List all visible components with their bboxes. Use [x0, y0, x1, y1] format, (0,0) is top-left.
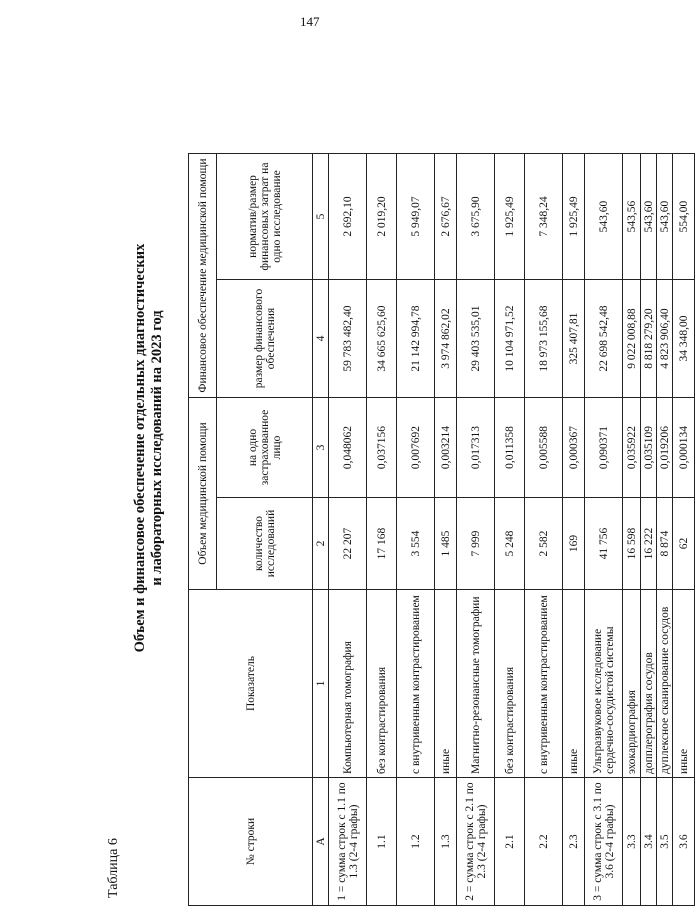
finance-cell: 325 407,81	[563, 280, 585, 398]
table-row	[397, 154, 435, 906]
norm-cell: 543,60	[585, 154, 623, 280]
count-cell: 8 874	[657, 498, 673, 590]
header-volume-group: Объем медицинской помощи	[189, 398, 217, 590]
row-number-cell: 2.2	[525, 778, 563, 906]
per-person-cell: 0,000367	[563, 398, 585, 498]
norm-cell: 7 348,24	[525, 154, 563, 280]
per-person-cell: 0,017313	[457, 398, 495, 498]
table-row	[525, 154, 563, 906]
row-number-cell: 3.4	[641, 778, 657, 906]
table-row	[457, 154, 495, 906]
row-number-cell: 2 = сумма строк с 2.1 по 2.3 (2-4 графы)	[457, 778, 495, 906]
table-row	[641, 154, 657, 906]
table-body	[329, 154, 695, 906]
indicator-cell: иные	[673, 590, 695, 778]
table-row	[563, 154, 585, 906]
finance-cell: 3 974 862,02	[435, 280, 457, 398]
row-number-cell: 3.5	[657, 778, 673, 906]
header-row-no: № строки	[189, 778, 313, 906]
norm-cell: 543,60	[641, 154, 657, 280]
per-person-cell: 0,090371	[585, 398, 623, 498]
per-person-cell: 0,037156	[367, 398, 397, 498]
indicator-cell: допплерография сосудов	[641, 590, 657, 778]
row-number-cell: 3.3	[623, 778, 641, 906]
norm-cell: 2 692,10	[329, 154, 367, 280]
col-number: А	[313, 778, 329, 906]
indicator-cell: иные	[563, 590, 585, 778]
count-cell: 169	[563, 498, 585, 590]
row-number-cell: 1.2	[397, 778, 435, 906]
finance-cell: 22 698 542,48	[585, 280, 623, 398]
count-cell: 5 248	[495, 498, 525, 590]
col-number: 1	[313, 590, 329, 778]
data-table	[188, 153, 695, 906]
norm-cell: 3 675,90	[457, 154, 495, 280]
count-cell: 17 168	[367, 498, 397, 590]
table-row	[435, 154, 457, 906]
col-number: 3	[313, 398, 329, 498]
count-cell: 7 999	[457, 498, 495, 590]
finance-cell: 34 665 625,60	[367, 280, 397, 398]
finance-cell: 59 783 482,40	[329, 280, 367, 398]
count-cell: 3 554	[397, 498, 435, 590]
page-number: 147	[300, 14, 320, 29]
header-finance: размер финансового обеспечения	[217, 280, 313, 398]
row-number-cell: 2.1	[495, 778, 525, 906]
indicator-cell: с внутривенным контрастированием	[525, 590, 563, 778]
norm-cell: 554,00	[673, 154, 695, 280]
indicator-cell: без контрастирования	[367, 590, 397, 778]
indicator-cell: дуплексное сканирование сосудов	[657, 590, 673, 778]
norm-cell: 5 949,07	[397, 154, 435, 280]
norm-cell: 2 019,20	[367, 154, 397, 280]
table-row	[623, 154, 641, 906]
per-person-cell: 0,011358	[495, 398, 525, 498]
norm-cell: 543,60	[657, 154, 673, 280]
rotated-page-content	[0, 38, 690, 918]
col-number: 4	[313, 280, 329, 398]
header-finance-group: Финансовое обеспечение медицинской помощи	[189, 154, 217, 398]
finance-cell: 9 022 008,88	[623, 280, 641, 398]
col-number: 5	[313, 154, 329, 280]
finance-cell: 10 104 971,52	[495, 280, 525, 398]
per-person-cell: 0,005588	[525, 398, 563, 498]
header-norm: норматив/размер финансовых затрат на одно исследование	[217, 154, 313, 280]
row-number-cell: 1.3	[435, 778, 457, 906]
count-cell: 62	[673, 498, 695, 590]
table-row	[585, 154, 623, 906]
count-cell: 16 598	[623, 498, 641, 590]
finance-cell: 18 973 155,68	[525, 280, 563, 398]
norm-cell: 1 925,49	[495, 154, 525, 280]
row-number-cell: 1 = сумма строк с 1.1 по 1.3 (2-4 графы)	[329, 778, 367, 906]
table-row	[329, 154, 367, 906]
per-person-cell: 0,035922	[623, 398, 641, 498]
col-number: 2	[313, 498, 329, 590]
count-cell: 41 756	[585, 498, 623, 590]
title-line-2: и лабораторных исследований на 2023 год	[149, 310, 165, 586]
per-person-cell: 0,048062	[329, 398, 367, 498]
row-number-cell: 1.1	[367, 778, 397, 906]
row-number-cell: 3 = сумма строк с 3.1 по 3.6 (2-4 графы)	[585, 778, 623, 906]
per-person-cell: 0,003214	[435, 398, 457, 498]
indicator-cell: Магнитно-резонансные томографии	[457, 590, 495, 778]
indicator-cell: иные	[435, 590, 457, 778]
title-line-1: Объем и финансовое обеспечение отдельных диагностических	[132, 243, 148, 653]
finance-cell: 21 142 994,78	[397, 280, 435, 398]
indicator-cell: с внутривенным контрастированием	[397, 590, 435, 778]
per-person-cell: 0,019206	[657, 398, 673, 498]
finance-cell: 34 348,00	[673, 280, 695, 398]
indicator-cell: без контрастирования	[495, 590, 525, 778]
row-number-cell: 3.6	[673, 778, 695, 906]
table-title	[132, 198, 166, 698]
table-row	[657, 154, 673, 906]
table-row	[673, 154, 695, 906]
indicator-cell: Компьютерная томография	[329, 590, 367, 778]
table-row	[495, 154, 525, 906]
indicator-cell: эхокардиография	[623, 590, 641, 778]
row-number-cell: 2.3	[563, 778, 585, 906]
per-person-cell: 0,000134	[673, 398, 695, 498]
count-cell: 2 582	[525, 498, 563, 590]
norm-cell: 2 676,67	[435, 154, 457, 280]
count-cell: 1 485	[435, 498, 457, 590]
norm-cell: 543,56	[623, 154, 641, 280]
finance-cell: 8 818 279,20	[641, 280, 657, 398]
finance-cell: 29 403 535,01	[457, 280, 495, 398]
finance-cell: 4 823 906,40	[657, 280, 673, 398]
indicator-cell: Ультразвуковое исследование сердечно-сосудистой системы	[585, 590, 623, 778]
table-row	[367, 154, 397, 906]
per-person-cell: 0,007692	[397, 398, 435, 498]
header-count: количество исследований	[217, 498, 313, 590]
per-person-cell: 0,035109	[641, 398, 657, 498]
count-cell: 16 222	[641, 498, 657, 590]
norm-cell: 1 925,49	[563, 154, 585, 280]
count-cell: 22 207	[329, 498, 367, 590]
table-label: Таблица 6	[106, 838, 121, 898]
header-per-person: на одно застрахованное лицо	[217, 398, 313, 498]
header-indicator: Показатель	[189, 590, 313, 778]
